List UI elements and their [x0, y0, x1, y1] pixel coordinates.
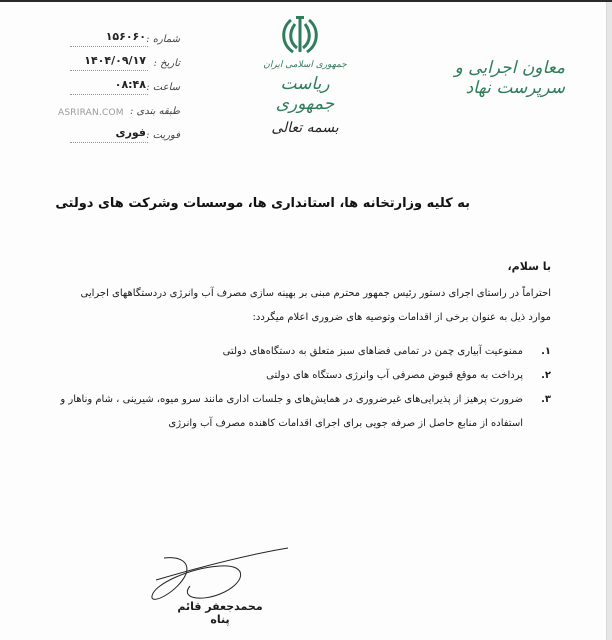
meta-label: ساعت : [146, 82, 180, 93]
urgency-value: فوری [115, 126, 146, 139]
letter-date: ۱۴۰۴/۰۹/۱۷ [84, 54, 146, 67]
meta-label: طبقه بندی : [130, 106, 180, 117]
watermark: ASRIRAN.COM [58, 108, 124, 118]
meta-number [60, 30, 180, 54]
letter-subject: به کلیه وزارتخانه ها، استانداری ها، موسسات وشرکت های دولتی [55, 196, 470, 211]
letter-page [0, 2, 606, 640]
organization-title: معاون اجرایی و سرپرست نهاد [454, 58, 565, 98]
dotted-line [70, 70, 148, 71]
presidency-title: ریاست جمهوری [275, 74, 335, 114]
dotted-line [70, 46, 148, 47]
item-number: ۳. [541, 394, 551, 405]
letter-time: ۰۸:۴۸ [114, 78, 146, 91]
intro-paragraph: احتراماً در راستای اجرای دستور رئیس جمهور محترم مبنی بر بهینه سازی مصرف آب وانرژی دردستگاههای اجرایی موارد ذیل به عنوان برخی از اقدامات وتوصیه های ضروری اعلام میگردد: [80, 288, 551, 323]
iran-emblem-icon [277, 14, 323, 56]
item-number: ۱. [541, 346, 551, 357]
list-item [31, 388, 551, 436]
dotted-line [70, 94, 148, 95]
meta-classification [60, 102, 180, 126]
meta-label: تاریخ : [153, 58, 180, 69]
meta-urgency [60, 126, 180, 150]
letter-number: ۱۵۶۰۶۰ [105, 30, 146, 43]
meta-label: شماره : [146, 34, 180, 45]
directives-list [31, 340, 551, 436]
meta-label: فوریت : [146, 130, 180, 141]
list-item [31, 340, 551, 364]
state-name: جمهوری اسلامی ایران [263, 60, 347, 70]
item-text: ضرورت پرهیز از پذیرایی‌های غیرضروری در همایش‌های و جلسات اداری مانند سرو میوه، شیرینی ، شام وناهار و استفاده از منابع حاصل از صرفه جویی برای اجرای اقدامات کاهنده مصرف آب وانرژی [60, 394, 523, 429]
salutation: با سلام، [507, 260, 551, 273]
item-text: ممنوعیت آبیاری چمن در تمامی فضاهای سبز متعلق به دستگاه‌های دولتی [222, 346, 523, 357]
signer-name: محمدجعفر قائم پناه [177, 600, 263, 626]
letter-metadata [60, 30, 180, 150]
item-text: پرداخت به موقع قبوض مصرفی آب وانرژی دستگاه های دولتی [266, 370, 523, 381]
basmala: بسمه تعالی [271, 120, 339, 136]
dotted-line [70, 142, 148, 143]
item-number: ۲. [541, 370, 551, 381]
page-edge [606, 2, 612, 640]
meta-date [60, 54, 180, 78]
list-item [31, 364, 551, 388]
meta-time [60, 78, 180, 102]
